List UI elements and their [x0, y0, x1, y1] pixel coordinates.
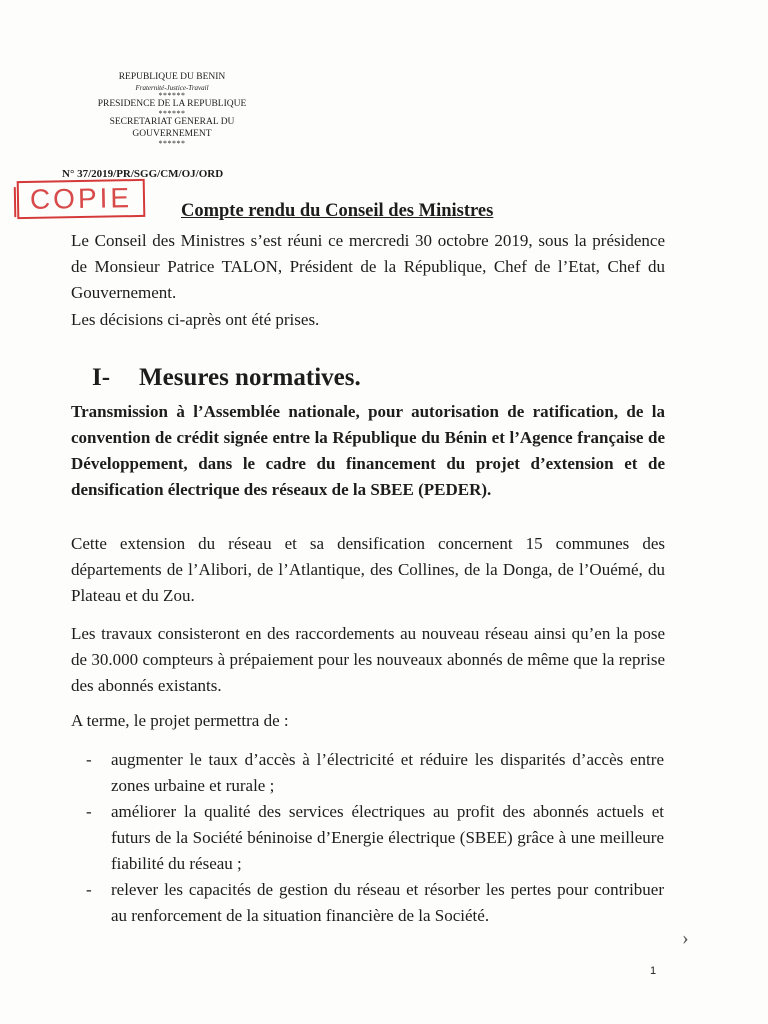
country-name: REPUBLIQUE DU BENIN — [118, 72, 226, 82]
reference-number: N° 37/2019/PR/SGG/CM/OJ/ORD — [62, 168, 224, 180]
extension-paragraph: Cette extension du réseau et sa densification concernent 15 communes des départements de l’Alibori, de l’Atlantique, des Collines, de la Donga, de l’Ouémé, du Plateau et du Zou. — [71, 534, 665, 605]
section-heading — [92, 364, 361, 392]
presidency-name: PRESIDENCE DE LA REPUBLIQUE — [97, 98, 247, 109]
list-item: - améliorer la qualité des services électriques au profit des abonnés actuels et futurs de la Société béninoise d’Energie électrique (SBEE) grâce à une meilleure fiabilité du réseau ; — [86, 799, 664, 877]
stars-divider: ****** — [158, 90, 186, 100]
national-motto: Fraternité-Justice-Travail — [135, 83, 209, 92]
works-paragraph: Les travaux consisteront en des raccordements au nouveau réseau ainsi qu’en la pose de 30.000 compteurs à prépaiement pour les nouveaux abonnés de même que la reprise des abonnés existants. — [71, 624, 665, 695]
intro-paragraph: Le Conseil des Ministres s’est réuni ce mercredi 30 octobre 2019, sous la présidence de Monsieur Patrice TALON, Président de la République, Chef de l’Etat, Chef du Gouvernement. — [71, 231, 665, 302]
page-number: 1 — [650, 965, 657, 977]
secretariat-name-line1: SECRETARIAT GENERAL DU — [109, 117, 235, 127]
list-item: - relever les capacités de gestion du réseau et résorber les pertes pour contribuer au renforcement de la situation financière de la Société. — [86, 877, 664, 929]
copy-stamp: COPIE — [17, 179, 146, 219]
stars-divider: ****** — [158, 109, 186, 118]
document-title: Compte rendu du Conseil des Ministres — [181, 201, 494, 221]
section-number: I- — [92, 364, 111, 391]
letterhead — [72, 72, 272, 147]
decisions-line: Les décisions ci-après ont été prises. — [71, 310, 320, 329]
margin-mark: › — [682, 927, 689, 949]
stars-divider: ****** — [158, 139, 186, 148]
secretariat-name-line2: GOUVERNEMENT — [132, 128, 212, 139]
objectives-list — [86, 747, 664, 929]
measure-title: Transmission à l’Assemblée nationale, pour autorisation de ratification, de la convention de crédit signée entre la République du Bénin et l’Agence française de Développement, dans le cadre du financement du projet d’extension et de densification électrique des réseaux de la SBEE (PEDER). — [71, 402, 665, 499]
list-item: - augmenter le taux d’accès à l’électricité et réduire les disparités d’accès entre zones urbaine et rurale ; — [86, 747, 664, 799]
section-title: Mesures normatives. — [139, 364, 361, 391]
objectives-intro: A terme, le projet permettra de : — [71, 711, 289, 730]
